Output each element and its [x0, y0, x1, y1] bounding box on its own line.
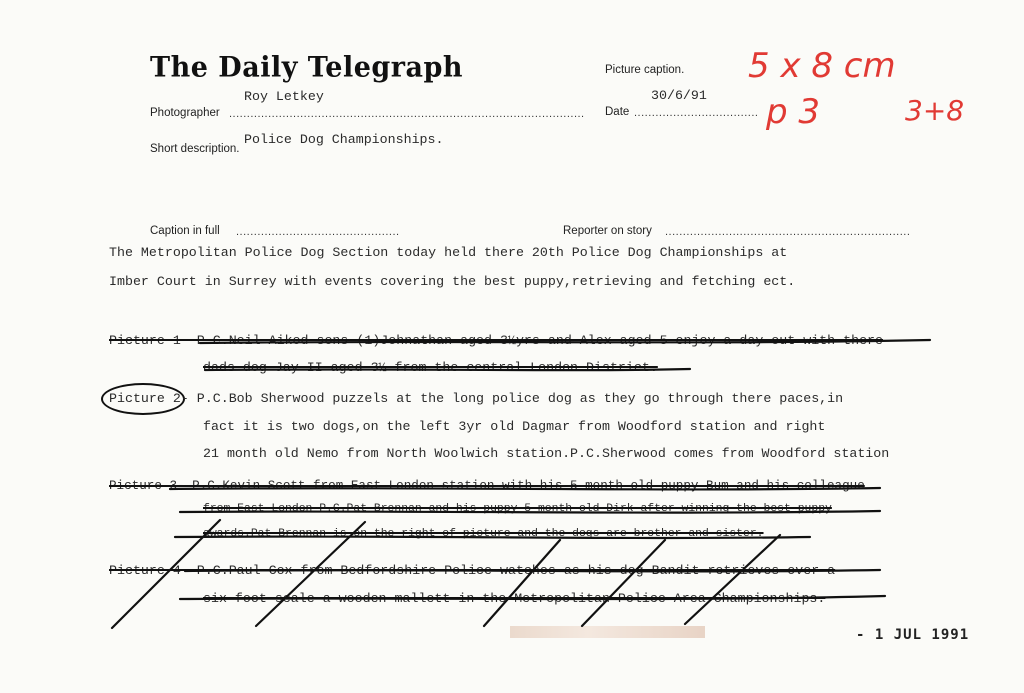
caption-in-full-dots: .............................................. [236, 226, 400, 238]
date-value: 30/6/91 [651, 88, 707, 103]
short-description-value: Police Dog Championships. [244, 132, 444, 147]
picture1-line-1: Picture 1- P.C.Neil Aikod sons (1)Johnathan aged 3½yrs and Alex aged 5 enjoy a day out with there [109, 333, 884, 348]
intro-line-1: The Metropolitan Police Dog Section today held there 20th Police Dog Championships at [109, 245, 788, 260]
picture3-line-3: awards.Pat Brennan is on the right of picture and the dogs are brother and sister. [203, 528, 764, 540]
date-stamp: - 1 JUL 1991 [856, 627, 970, 643]
date-dots: ................................... [634, 107, 759, 119]
picture4-line-1: Picture 4- P.C.Paul Cox from Bedfordshire Police watches as his dog Bandit retrieves over a [109, 563, 836, 578]
strike-stroke [180, 511, 880, 513]
picture2-line-3: 21 month old Nemo from North Woolwich station.P.C.Sherwood comes from Woodford station [203, 446, 890, 461]
picture2-line-2: fact it is two dogs,on the left 3yr old Dagmar from Woodford station and right [203, 419, 826, 434]
date-label: Date [605, 106, 630, 118]
picture3-line-2: from East London P.C.Pat Brennan and his puppy 5 month old Dirk after winning the best puppy [203, 503, 832, 515]
handwritten-page: p 3 [766, 92, 821, 132]
strike-stroke [200, 340, 930, 343]
reporter-dots: ..................................................................... [665, 226, 911, 238]
newspaper-masthead: The Daily Telegraph [150, 51, 464, 84]
strike-stroke [175, 537, 810, 538]
slash-stroke [112, 520, 220, 628]
slash-stroke [484, 540, 560, 626]
short-description-label: Short description. [150, 143, 240, 155]
picture3-line-1: Picture 3- P.C.Kevin Scott from East London station with his 5 month old puppy Bum and his colleague [109, 479, 865, 493]
picture1-line-2: dads dog Jay II aged 3½ from the central London District. [203, 360, 658, 375]
picture-caption-label: Picture caption. [605, 64, 685, 76]
handwritten-size: 5 x 8 cm [748, 46, 896, 86]
strike-stroke [170, 488, 880, 489]
reporter-label: Reporter on story [563, 225, 652, 237]
strike-stroke [205, 369, 690, 370]
slash-stroke [685, 535, 780, 624]
picture2-line-1: Picture 2- P.C.Bob Sherwood puzzels at the long police dog as they go through there paces,in [109, 391, 844, 406]
slash-stroke [582, 540, 665, 626]
photographer-value: Roy Letkey [244, 89, 324, 104]
photographer-label: Photographer [150, 107, 220, 119]
photographer-dots: .................................................................................................... [229, 108, 585, 120]
caption-in-full-label: Caption in full [150, 225, 220, 237]
handwritten-code: 3+8 [905, 94, 965, 127]
picture4-line-2: six foot scale a wooden mallett in the Metropolitan Police Area Championships. [203, 591, 826, 606]
intro-line-2: Imber Court in Surrey with events covering the best puppy,retrieving and fetching ect. [109, 274, 796, 289]
